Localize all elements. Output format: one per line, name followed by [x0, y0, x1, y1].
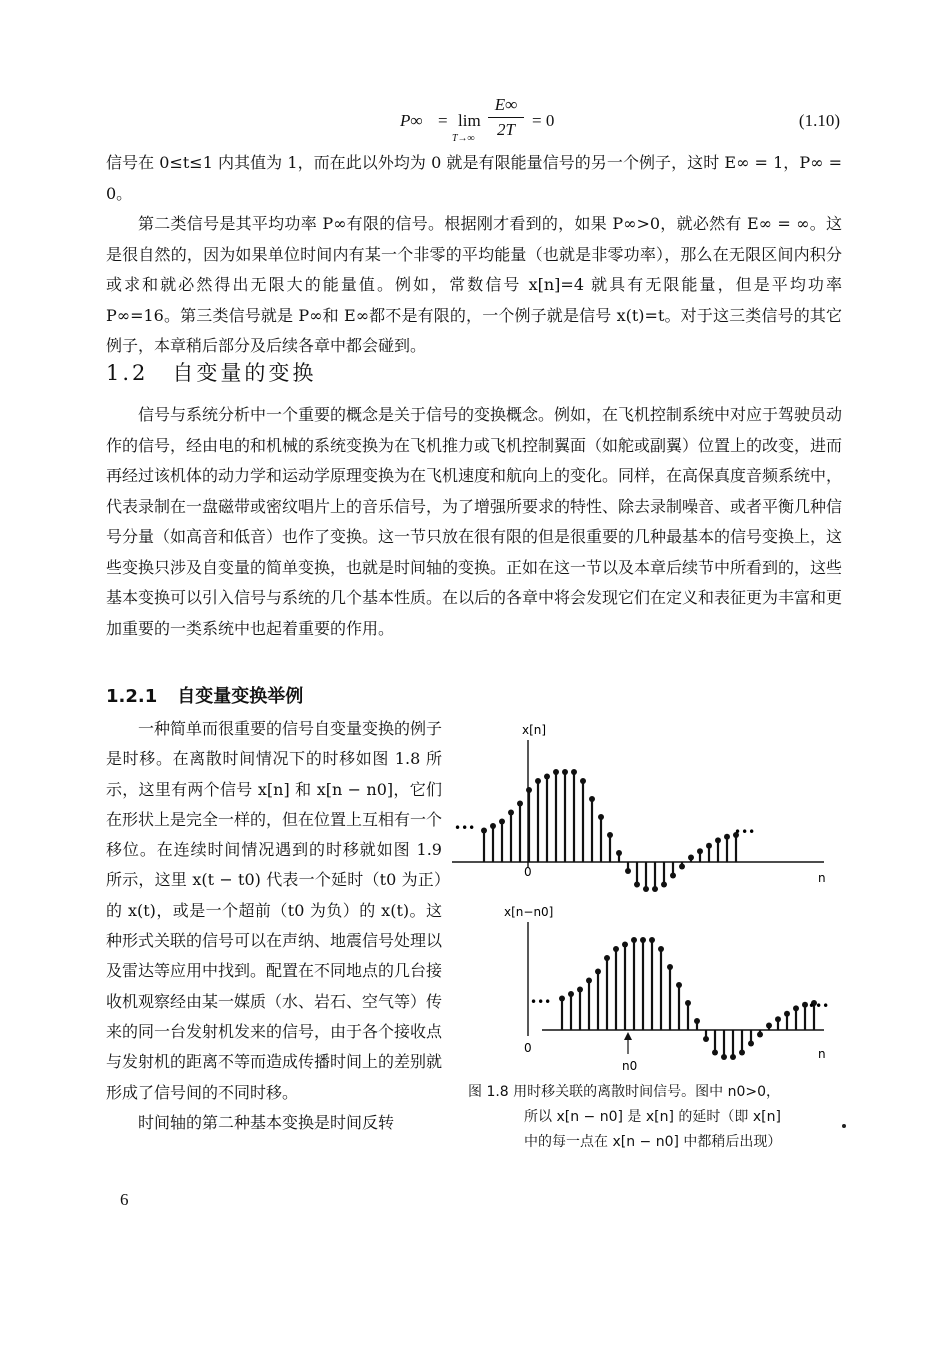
eq-fraction-bar — [488, 117, 524, 118]
section-title: 自变量的变换 — [172, 361, 317, 385]
stem-point — [712, 1050, 718, 1056]
stem-point — [748, 1041, 754, 1047]
stem-point — [595, 969, 601, 975]
stem-point — [553, 769, 559, 775]
stem-point — [643, 886, 649, 892]
stem-point — [706, 843, 712, 849]
bottom-plot-label: x[n−n0] — [504, 905, 554, 919]
paragraph-2: 第二类信号是其平均功率 P∞有限的信号。根据刚才看到的，如果 P∞>0，就必然有 E∞ = ∞。这是很自然的，因为如果单位时间内有某一个非零的平均能量（也就是非零功率），那么在无限区间内积分或求和就必然得出无限大的能量值。例如，常数信号 x[n]=4 就具有无限能量，但是平均功率 P∞=16。第三类信号就是 P∞和 E∞都不是有限的，一个例子就是信号 x(t)=t。对于这三类信号的其它例子，本章稍后部分及后续各章中都会碰到。 — [106, 214, 842, 355]
stem-point — [724, 834, 730, 840]
stem-point — [535, 778, 541, 784]
top-left-dots: ••• — [454, 821, 476, 835]
stem-point — [559, 996, 565, 1002]
eq-sign: = — [438, 111, 448, 130]
stem-point — [766, 1023, 772, 1029]
stem-point — [571, 769, 577, 775]
stem-point — [598, 814, 604, 820]
bottom-left-dots: ••• — [530, 995, 552, 1009]
stem-point — [586, 978, 592, 984]
stem-point — [622, 942, 628, 948]
stem-point — [604, 955, 610, 961]
stem-point — [613, 946, 619, 952]
stem-point — [703, 1036, 709, 1042]
bottom-n-label: n — [818, 1047, 826, 1061]
paragraph-3: 信号与系统分析中一个重要的概念是关于信号的变换概念。例如，在飞机控制系统中对应于驾驶员动作的信号，经由电的和机械的系统变换为在飞机推力或飞机控制翼面（如舵或副翼）位置上的改变，进而再经过该机体的动力学和运动学原理变换为在飞机速度和航向上的变化。同样，在高保真度音频系统中，代表录制在一盘磁带或密纹唱片上的音乐信号，为了增强所要求的特性、除去录制噪音、或者平衡几种信号分量（如高音和低音）也作了变换。这一节只放在很有限的但是很重要的几种最基本的信号变换上，这些变换只涉及自变量的简单变换，也就是时间轴的变换。正如在这一节以及本章后续节中所看到的，这些基本变换可以引入信号与系统的几个基本性质。在以后的各章中将会发现它们在定义和表征更为丰富和更加重要的一类系统中也起着重要的作用。 — [106, 405, 843, 638]
stem-point — [649, 937, 655, 943]
subsection-heading — [106, 682, 303, 708]
section-heading — [106, 357, 316, 387]
stem-point — [670, 873, 676, 879]
stem-point — [625, 868, 631, 874]
eq-lim: lim — [458, 111, 481, 130]
stem-point — [607, 832, 613, 838]
stem-point — [694, 1018, 700, 1024]
stem-point — [631, 937, 637, 943]
eq-denominator: 2T — [497, 120, 515, 139]
stem-point — [526, 787, 532, 793]
stem-point — [640, 937, 646, 943]
bottom-zero-label: 0 — [524, 1041, 532, 1055]
stem-point — [721, 1054, 727, 1060]
stem-point — [784, 1011, 790, 1017]
stem-point — [688, 855, 694, 861]
stem-point — [508, 810, 514, 816]
stem-point — [652, 886, 658, 892]
stem-point — [685, 1000, 691, 1006]
eq-number: (1.10) — [798, 111, 840, 130]
top-zero-label: 0 — [524, 865, 532, 879]
stem-point — [679, 864, 685, 870]
caption-line-2: 所以 x[n − n0] 是 x[n] 的延时（即 x[n] — [524, 1109, 781, 1125]
stem-point — [499, 819, 505, 825]
figure-1-8 — [452, 718, 852, 1078]
eq-rhs: = 0 — [532, 111, 555, 130]
stem-point — [517, 801, 523, 807]
stem-point — [715, 837, 721, 843]
bottom-stem-plot — [528, 922, 824, 1060]
stem-point — [697, 848, 703, 854]
stem-point — [568, 991, 574, 997]
column-paragraph-1: 一种简单而很重要的信号自变量变换的例子是时移。在离散时间情况下的时移如图 1.8 所示，这里有两个信号 x[n] 和 x[n − n0]，它们在形状上是完全一样的，但在位置上互相有一个移位。在连续时间情况遇到的时移就如图 1.9 所示，这里 x(t − t0) 代表一个延时（t0 为正）的 x(t)，或是一个超前（t0 为负）的 x(t)。这种形式关联的信号可以在声纳、地震信号处理以及雷达等应用中找到。配置在不同地点的几台接收机观察经由某一媒质（水、岩石、空气等）传来的同一台发射机发来的信号，由于各个接收点与发射机的距离不等而造成传播时间上的差别就形成了信号间的不同时移。 — [106, 719, 443, 1102]
stem-point — [739, 1050, 745, 1056]
figure-caption — [468, 1080, 848, 1155]
top-plot-label: x[n] — [522, 723, 547, 737]
section-number: 1.2 — [106, 361, 149, 385]
stem-point — [775, 1016, 781, 1022]
stem-point — [757, 1032, 763, 1038]
equation-1-10 — [400, 95, 840, 155]
stem-point — [616, 850, 622, 856]
eq-lhs: P∞ — [400, 111, 423, 130]
eq-numerator: E∞ — [494, 95, 518, 114]
stray-dot — [842, 1124, 846, 1128]
bottom-right-dots: ••• — [808, 999, 830, 1013]
stem-point — [676, 982, 682, 988]
stem-point — [481, 828, 487, 834]
stem-point — [490, 823, 496, 829]
top-right-dots: ••• — [734, 825, 756, 839]
stem-point — [544, 774, 550, 780]
page-number: 6 — [120, 1190, 129, 1209]
stem-point — [658, 946, 664, 952]
subsection-title: 自变量变换举例 — [177, 686, 304, 707]
stem-point — [661, 882, 667, 888]
top-stem-plot — [452, 740, 824, 892]
stem-point — [577, 987, 583, 993]
stem-point — [589, 796, 595, 802]
n0-label: n0 — [622, 1059, 638, 1073]
paragraph-1: 信号在 0≤t≤1 内其值为 1，而在此以外均为 0 就是有限能量信号的另一个例子，这时 E∞ = 1，P∞ = 0。 — [106, 153, 842, 203]
left-column-text — [106, 714, 442, 1138]
n0-arrow-head — [624, 1032, 632, 1040]
stem-point — [667, 964, 673, 970]
eq-lim-sub: T→∞ — [452, 133, 475, 144]
eq-fraction — [488, 95, 524, 140]
top-n-label: n — [818, 871, 826, 885]
stem-point — [634, 882, 640, 888]
column-paragraph-2: 时间轴的第二种基本变换是时间反转 — [138, 1112, 395, 1132]
stem-point — [730, 1054, 736, 1060]
stem-point — [562, 769, 568, 775]
stem-point — [580, 778, 586, 784]
subsection-number: 1.2.1 — [106, 686, 158, 707]
stem-point — [793, 1005, 799, 1011]
caption-line-3: 中的每一点在 x[n − n0] 中都稍后出现） — [524, 1134, 782, 1150]
caption-line-1: 图 1.8 用时移关联的离散时间信号。图中 n0>0， — [468, 1084, 781, 1100]
